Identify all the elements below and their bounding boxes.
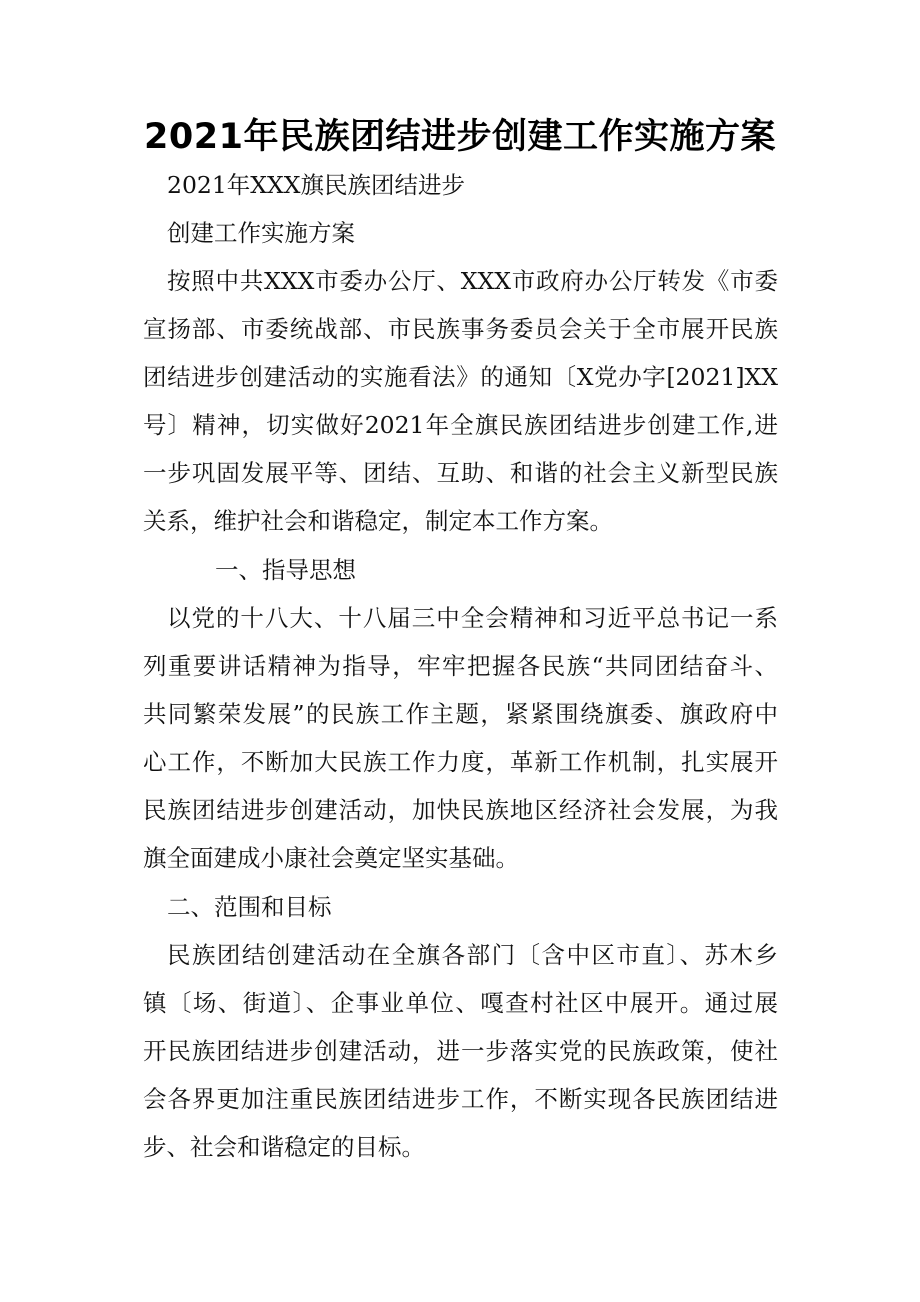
subtitle-line-1: 2021年XXX旗民族团结进步 (167, 171, 465, 199)
intro-line-3: 团结进步创建活动的实施看法》的通知〔X党办字[2021]XX (143, 363, 778, 391)
section-2-line-4: 会各界更加注重民族团结进步工作，不断实现各民族团结进 (143, 1085, 778, 1113)
intro-line-6: 关系，维护社会和谐稳定，制定本工作方案。 (143, 507, 613, 535)
intro-line-5: 一步巩固发展平等、团结、互助、和谐的社会主义新型民族 (143, 459, 778, 487)
section-2-line-2: 镇〔场、街道〕、企事业单位、嘎查村社区中展开。通过展 (143, 989, 778, 1017)
section-1-line-5: 民族团结进步创建活动，加快民族地区经济社会发展，为我 (143, 796, 778, 824)
intro-line-4: 号〕精神，切实做好2021年全旗民族团结进步创建工作,进 (143, 411, 778, 439)
section-1-line-6: 旗全面建成小康社会奠定坚实基础。 (143, 844, 519, 872)
section-1-line-3: 共同繁荣发展”的民族工作主题，紧紧围绕旗委、旗政府中 (143, 700, 778, 728)
section-2-line-3: 开民族团结进步创建活动，进一步落实党的民族政策，使社 (143, 1037, 778, 1065)
intro-line-2: 宣扬部、市委统战部、市民族事务委员会关于全市展开民族 (143, 315, 778, 343)
section-1-line-2: 列重要讲话精神为指导，牢牢把握各民族“共同团结奋斗、 (143, 652, 778, 680)
section-2-line-1: 民族团结创建活动在全旗各部门〔含中区市直〕、苏木乡 (167, 941, 778, 969)
section-1-line-4: 心工作，不断加大民族工作力度，革新工作机制，扎实展开 (143, 748, 778, 776)
section-2-heading: 二、范围和目标 (167, 893, 332, 921)
subtitle-line-2: 创建工作实施方案 (167, 219, 355, 247)
section-1-heading: 一、指导思想 (215, 556, 356, 584)
section-2-line-5: 步、社会和谐稳定的目标。 (143, 1133, 425, 1161)
document-title: 2021年民族团结进步创建工作实施方案 (144, 117, 776, 157)
intro-line-1: 按照中共XXX市委办公厅、XXX市政府办公厅转发《市委 (167, 267, 778, 295)
section-1-line-1: 以党的十八大、十八届三中全会精神和习近平总书记一系 (167, 604, 778, 632)
